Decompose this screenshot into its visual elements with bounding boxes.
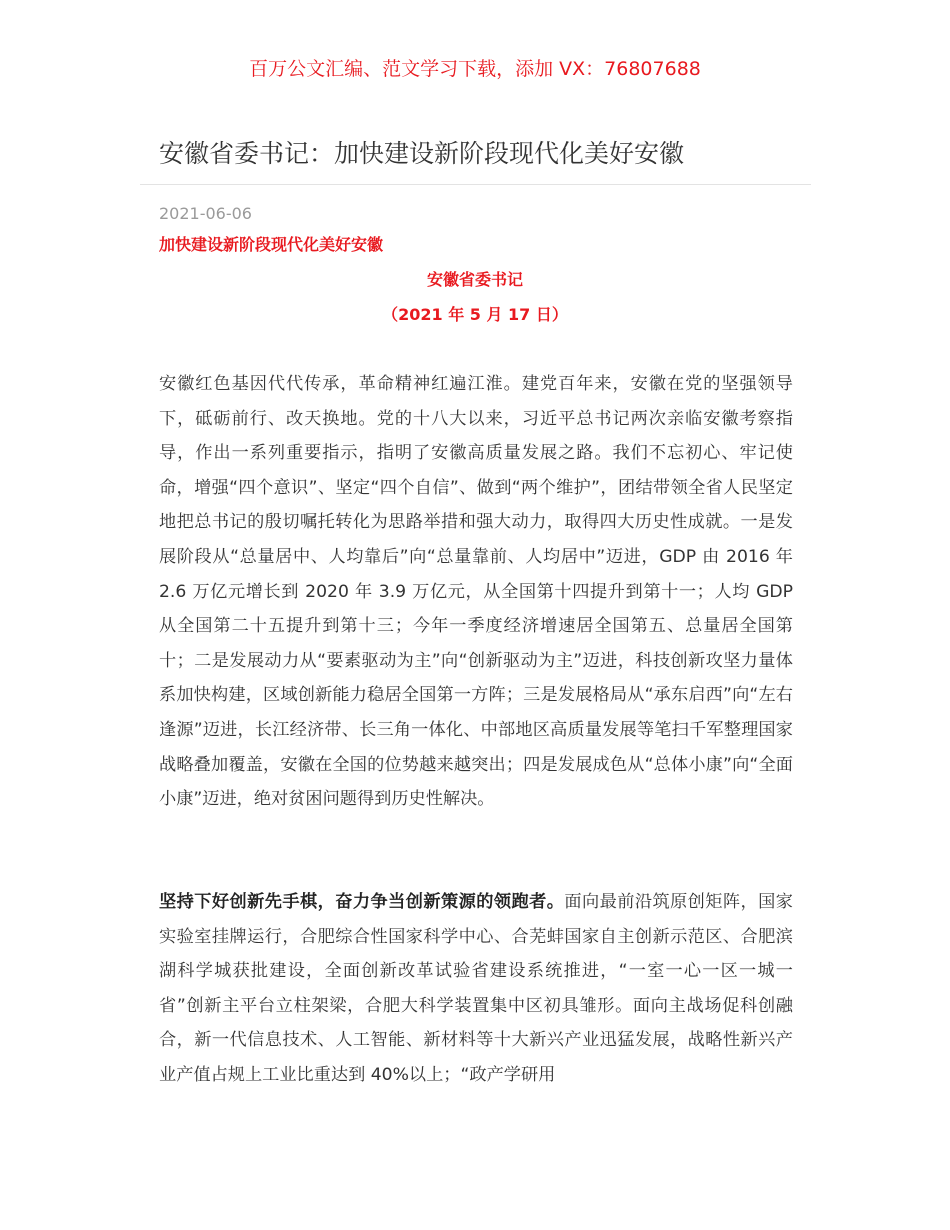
body-paragraph-2 <box>159 885 793 1093</box>
speech-date: （2021 年 5 月 17 日） <box>382 305 568 324</box>
body-paragraph-1 <box>159 367 793 817</box>
paragraph-text: 面向最前沿筑原创矩阵，国家实验室挂牌运行，合肥综合性国家科学中心、合芜蚌国家自主创新示范区、合肥滨湖科学城获批建设，全面创新改革试验省建设系统推进，“一室一心一区一城一省”创新主平台立柱架梁，合肥大科学装置集中区初具雏形。面向主战场促科创融合，新一代信息技术、人工智能、新材料等十大新兴产业迅猛发展，战略性新兴产业产值占规上工业比重达到 40%以上；“政产学研用 <box>159 892 793 1085</box>
article-subtitle: 加快建设新阶段现代化美好安徽 <box>159 235 384 254</box>
article-title: 安徽省委书记：加快建设新阶段现代化美好安徽 <box>159 139 685 168</box>
paragraph-lead: 坚持下好创新先手棋，奋力争当创新策源的领跑者。 <box>159 892 565 912</box>
watermark-banner: 百万公文汇编、范文学习下载，添加 VX：76807688 <box>249 58 701 80</box>
article-author: 安徽省委书记 <box>426 270 523 289</box>
publish-date: 2021-06-06 <box>159 204 252 223</box>
title-divider <box>140 184 811 185</box>
paragraph-text: 安徽红色基因代代传承，革命精神红遍江淮。建党百年来，安徽在党的坚强领导下，砥砺前行、改天换地。党的十八大以来，习近平总书记两次亲临安徽考察指导，作出一系列重要指示，指明了安徽高质量发展之路。我们不忘初心、牢记使命，增强“四个意识”、坚定“四个自信”、做到“两个维护”，团结带领全省人民坚定地把总书记的殷切嘱托转化为思路举措和强大动力，取得四大历史性成就。一是发展阶段从“总量居中、人均靠后”向“总量靠前、人均居中”迈进，GDP 由 2016 年 2.6 万亿元增长到 2020 年 3.9 万亿元，从全国第十四提升到第十一；人均 GDP 从全国第二十五提升到第十三；今年一季度经济增速居全国第五、总量居全国第十；二是发展动力从“要素驱动为主”向“创新驱动为主”迈进，科技创新攻坚力量体系加快构建，区域创新能力稳居全国第一方阵；三是发展格局从“承东启西”向“左右逢源”迈进，长江经济带、长三角一体化、中部地区高质量发展等笔扫千军整理国家战略叠加覆盖，安徽在全国的位势越来越突出；四是发展成色从“总体小康”向“全面小康”迈进，绝对贫困问题得到历史性解决。 <box>159 374 793 810</box>
